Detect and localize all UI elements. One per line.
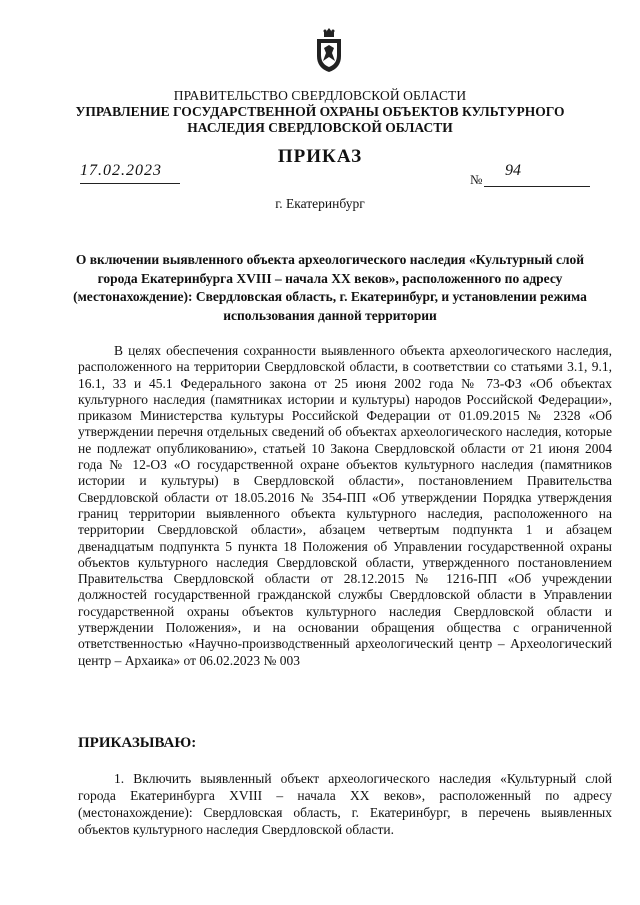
order-item: 1. Включить выявленный объект археологического наследия «Культурный слой города Екатеринбурга XVIII – начала XX веков», расположенный по адресу (местонахождение): Свердловская область, г. Екатеринбург, в перечень выявленных объектов культурного наследия Свердловской области. — [78, 771, 612, 837]
coat-of-arms-emblem — [313, 26, 345, 74]
date-underline — [80, 183, 180, 184]
number-label: № — [470, 172, 483, 187]
document-type: ПРИКАЗ — [277, 146, 363, 167]
order-title: О включении выявленного объекта археологического наследия «Культурный слой города Екатеринбурга XVIII – начала XX веков», расположенного по адресу (местонахождение): Свердловская область, г. Екатеринбург, и установлении режима использования данной территории — [73, 252, 587, 323]
order-date: 17.02.2023 — [80, 162, 162, 179]
preamble-paragraph: В целях обеспечения сохранности выявленного объекта археологического наследия, расположенного на территории Свердловской области, в соответствии со статьями 3.1, 9.1, 16.1, 33 и 45.1 Федерального закона от 25 июня 2002 года № 73-ФЗ «Об объектах культурного наследия (памятниках истории и культуры) народов Российской Федерации», приказом Министерства культуры Российской Федерации от 01.09.2015 № 2328 «Об утверждении перечня отдельных сведений об объектах археологического наследия, которые не подлежат опубликованию», статьей 10 Закона Свердловской области от 21 июня 2004 года № 12-ОЗ «О государственной охране объектов культурного наследия (памятников истории и культуры) в Свердловской области», постановлением Правительства Свердловской области от 18.05.2016 № 354-ПП «Об утверждении Порядка утверждения границ территории выявленного объекта культурного наследия, расположенного на территории Свердловской области», абзацем четвертым подпункта 1 и абзацем двенадцатым подпункта 5 пункта 18 Положения об Управлении государственной охраны объектов культурного наследия Свердловской области, утвержденного постановлением Правительства Свердловской области от 28.12.2015 № 1216-ПП «Об учреждении должностей государственной гражданской службы Свердловской области в Управлении государственной охраны объектов культурного наследия Свердловской области и утверждении Положения», и на основании обращения общества с ограниченной ответственностью «Научно-производственный археологический центр – Археологический центр – Архаика» от 06.02.2023 № 003 — [78, 343, 612, 668]
government-name: ПРАВИТЕЛЬСТВО СВЕРДЛОВСКОЙ ОБЛАСТИ — [173, 88, 467, 103]
number-underline — [484, 186, 590, 187]
city: г. Екатеринбург — [275, 196, 365, 211]
department-name: УПРАВЛЕНИЕ ГОСУДАРСТВЕННОЙ ОХРАНЫ ОБЪЕКТОВ КУЛЬТУРНОГО НАСЛЕДИЯ СВЕРДЛОВСКОЙ ОБЛАСТИ — [75, 104, 565, 135]
order-heading: ПРИКАЗЫВАЮ: — [78, 735, 197, 751]
order-number: 94 — [505, 162, 521, 179]
